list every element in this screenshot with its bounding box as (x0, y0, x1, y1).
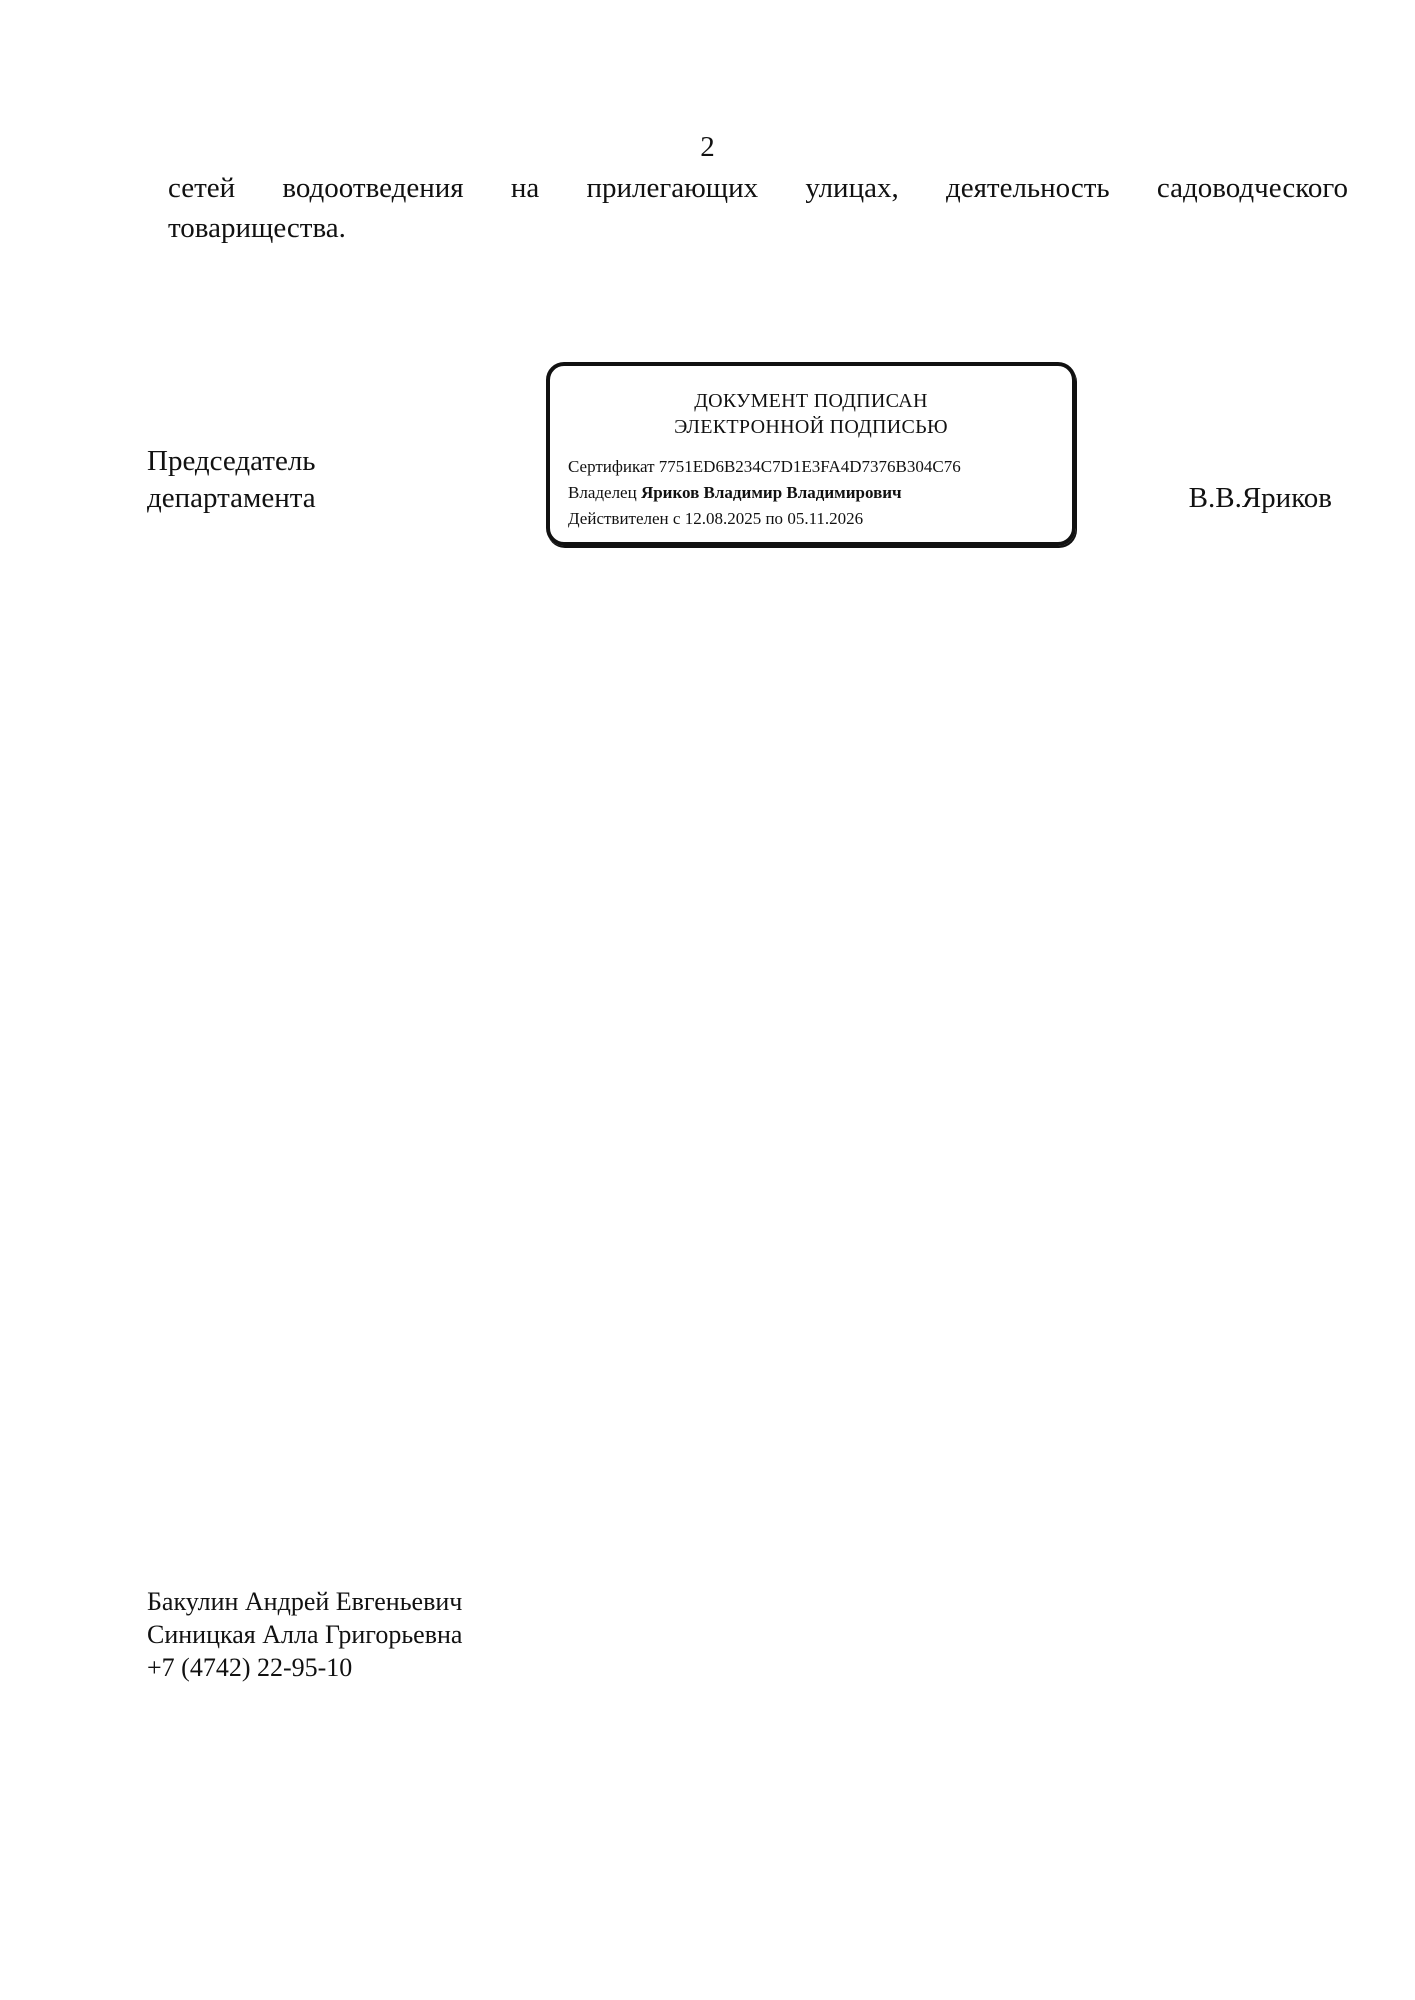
stamp-title-line-2: ЭЛЕКТРОННОЙ ПОДПИСЬЮ (674, 416, 948, 438)
stamp-owner-row (568, 480, 961, 506)
owner-label: Владелец (568, 483, 637, 502)
certificate-value: 7751ED6B234C7D1E3FA4D7376B304C76 (658, 457, 961, 476)
body-paragraph (168, 168, 1348, 248)
body-text-line-1: сетей водоотведения на прилегающих улицах, деятельность садоводческого (168, 172, 1348, 204)
signer-position-line-1: Председатель (147, 445, 316, 477)
contact-person-2: Синицкая Алла Григорьевна (147, 1620, 463, 1649)
signer-position-line-2: департамента (147, 482, 316, 514)
stamp-details (568, 454, 961, 532)
page-number: 2 (700, 131, 715, 163)
executor-contacts (147, 1585, 462, 1684)
stamp-title-line-1: ДОКУМЕНТ ПОДПИСАН (694, 390, 928, 412)
stamp-validity-row (568, 506, 961, 532)
certificate-label: Сертификат (568, 457, 655, 476)
body-text-line-2: товарищества. (168, 212, 346, 244)
valid-to: 05.11.2026 (787, 509, 864, 528)
valid-from: 12.08.2025 (684, 509, 762, 528)
stamp-certificate-row (568, 454, 961, 480)
valid-label: Действителен с (568, 509, 681, 528)
stamp-title (550, 388, 1072, 440)
signer-position (147, 443, 316, 517)
owner-value: Яриков Владимир Владимирович (640, 483, 902, 502)
electronic-signature-stamp (546, 362, 1076, 546)
signer-name: В.В.Яриков (1188, 482, 1332, 514)
valid-to-label: по (765, 509, 784, 528)
contact-phone: +7 (4742) 22-95-10 (147, 1653, 353, 1682)
contact-person-1: Бакулин Андрей Евгеньевич (147, 1587, 463, 1616)
